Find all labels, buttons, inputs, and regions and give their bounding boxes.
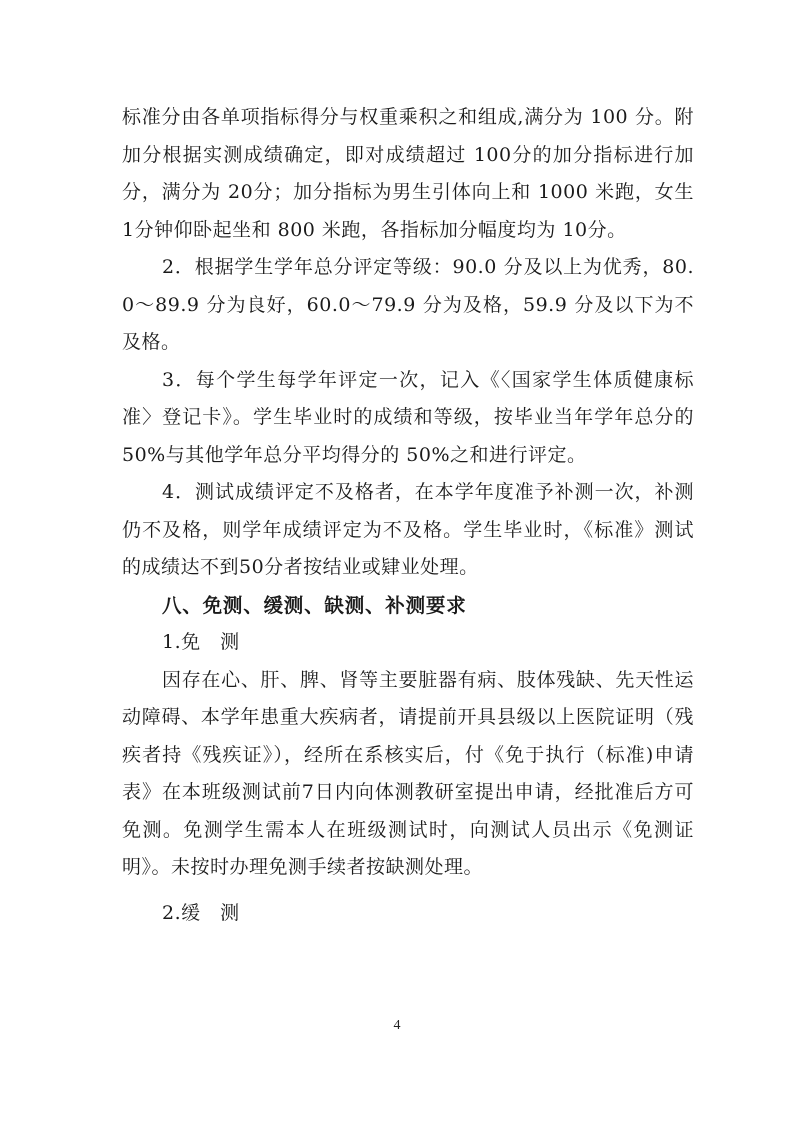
- page-number: 4: [393, 1018, 401, 1033]
- subheading-defer: 2.缓 测: [162, 901, 240, 924]
- paragraph-standard-score: 标准分由各单项指标得分与权重乘积之和组成,满分为 100 分。附加分根据实测成绩确定，即对成绩超过 100分的加分指标进行加分，满分为 20分；加分指标为男生引体向上和 1000 米跑，女生 1分钟仰卧起坐和 800 米跑，各指标加分幅度均为 10分。: [122, 106, 694, 241]
- paragraph-grade-rating: 2．根据学生学年总分评定等级：90.0 分及以上为优秀，80.0～89.9 分为良好，60.0～79.9 分为及格，59.9 分及以下为不及格。: [122, 256, 694, 353]
- section-heading: 八、免测、缓测、缺测、补测要求: [162, 593, 467, 617]
- paragraph-annual-rating: 3．每个学生每学年评定一次，记入《〈国家学生体质健康标准〉登记卡》。学生毕业时的成绩和等级，按毕业当年学年总分的 50%与其他学年总分平均得分的 50%之和进行评定。: [122, 368, 694, 466]
- document-body: [122, 99, 694, 932]
- paragraph-exempt: 因存在心、肝、脾、肾等主要脏器有病、肢体残缺、先天性运动障碍、本学年患重大疾病者，请提前开具县级以上医院证明（残疾者持《残疾证》），经所在系核实后，付《免于执行（标准)申请表》在本班级测试前7日内向体测教研室提出申请，经批准后方可免测。免测学生需本人在班级测试时，向测试人员出示《免测证明》。未按时办理免测手续者按缺测处理。: [122, 668, 694, 878]
- subheading-exempt: 1.免 测: [162, 631, 240, 653]
- paragraph-retest: 4．测试成绩评定不及格者，在本学年度准予补测一次，补测仍不及格，则学年成绩评定为不及格。学生毕业时，《标准》测试的成绩达不到50分者按结业或肄业处理。: [122, 481, 694, 578]
